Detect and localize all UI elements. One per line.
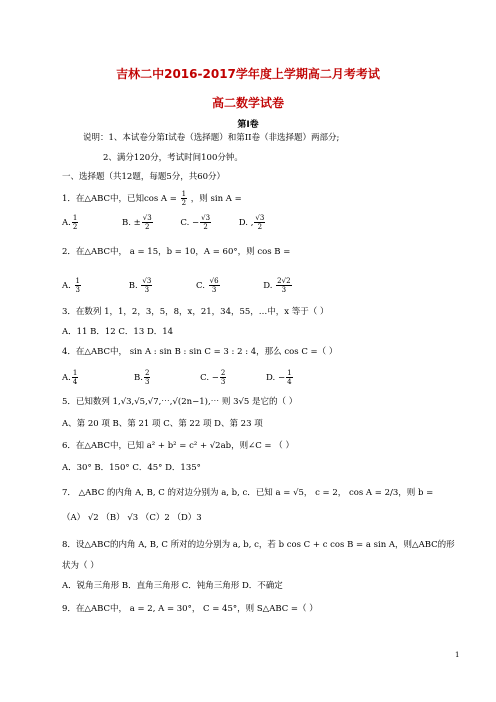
question-8-stem-cont: 状为（ ） [62,561,99,571]
question-8-stem: 8．设△ABC的内角 A, B, C 所对的边分别为 a, b, c，若 b cos C + c cos B = a sin A，则△ABC的形 [62,540,455,550]
question-3-stem: 3．在数列 1，1，2，3，5，8，x，21，34，55，…中，x 等于（ ） [62,307,329,317]
note-1: 说明：1、本试卷分第I试卷（选择题）和第II卷（非选择题）两部分; [83,133,340,143]
question-1-options: A. $\frac{1}{2}$ B. ± $\frac{√3}{2}$ C. − $\frac{√3}{2}$ D. , $\frac{√3}{2}$ [62,214,265,231]
question-5-options: A、第 20 项 B、第 21 项 C、第 22 项 D、第 23 项 [62,419,263,429]
question-5-stem: 5．已知数列 1,√3,√5,√7,⋯,√(2n−1),⋯ 则 3√5 是它的（ ） [62,397,298,407]
exam-subtitle: 高二数学试卷 [211,96,284,110]
note-2: 2、满分120分，考试时间100分钟。 [103,153,243,163]
question-6-stem: 6．在△ABC中，已知 a² + b² = c² + √2ab，则∠C = （ ） [62,441,294,451]
volume-label: 第I卷 [237,120,259,130]
question-4-options: A. $\frac{1}{4}$ B. $\frac{2}{3}$ C. − $\frac{2}{3}$ D. − $\frac{1}{4}$ [62,369,292,386]
question-3-options: A．11 B．12 C．13 D．14 [62,327,174,337]
question-4-stem: 4．在△ABC中， sin A : sin B : sin C = 3 : 2 : 4，那么 cos C =（ ） [62,347,338,357]
question-1-stem: 1．在△ABC中，已知cos A = $\frac{1}{2}$ ，则 sin A = [62,190,242,207]
question-9-stem: 9．在△ABC中， a = 2, A = 30°， C = 45°，则 S△ABC =（ ） [62,604,318,614]
question-2-options: A. $\frac{1}{3}$ B. $\frac{√3}{3}$ C. $\frac{√6}{3}$ D. $\frac{2√2}{3}$ [62,277,291,294]
section-heading: 一、选择题（共12题，每题5分，共60分） [62,172,226,182]
fraction: $\frac{1}{2}$ [181,190,187,207]
question-7-stem: 7． △ABC 的内角 A, B, C 的对边分别为 a, b, c．已知 a = √5， c = 2， cos A = 2/3，则 b = [62,488,434,498]
question-6-options: A．30° B．150° C．45° D．135° [62,463,201,473]
exam-title: 吉林二中2016-2017学年度上学期高二月考考试 [116,67,380,81]
question-8-options: A．锐角三角形 B．直角三角形 C．钝角三角形 D．不确定 [62,581,283,591]
question-2-stem: 2．在△ABC中， a = 15，b = 10，A = 60°，则 cos B = [62,247,291,257]
question-7-options: （A） √2 （B） √3 （C）2 （D）3 [62,513,202,523]
page-number: 1 [455,651,460,659]
